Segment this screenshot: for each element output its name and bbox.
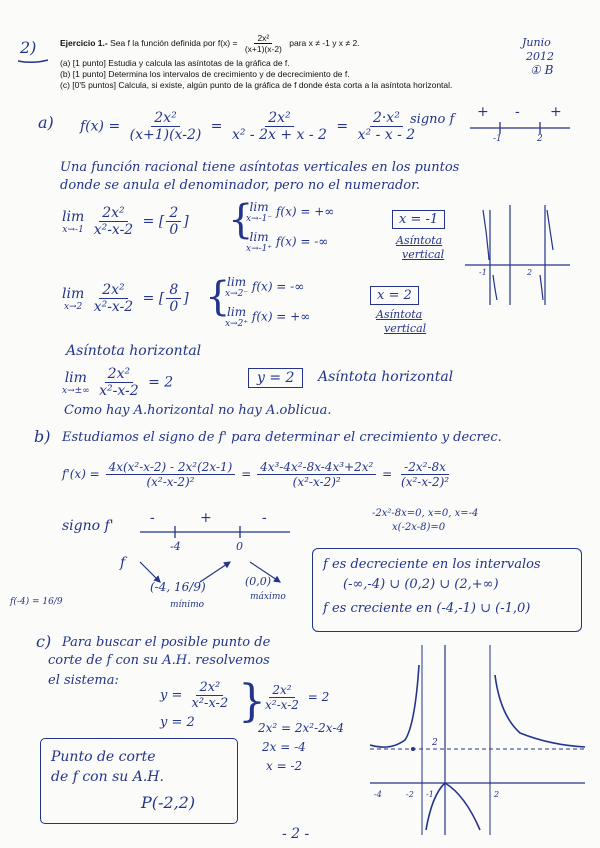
sign-fprime-value-1: - <box>150 510 155 526</box>
date-note-year: 2012 <box>526 50 554 63</box>
sign-f-value-2: - <box>515 104 520 120</box>
sign-f-value-1: + <box>477 104 489 120</box>
f-at-minus-four: f(-4) = 16/9 <box>10 597 63 607</box>
exercise-domain: para x ≠ -1 y x ≠ 2. <box>289 37 360 48</box>
exercise-title: Ejercicio 1.- <box>60 37 108 48</box>
answer-line-2: de f con su A.H. <box>51 769 164 785</box>
graph-tick-4: 2 <box>494 790 500 799</box>
sign-fprime-value-3: - <box>262 510 267 526</box>
answer-point: P(-2,2) <box>141 793 196 812</box>
svg-text:2: 2 <box>527 268 533 277</box>
result-decreasing-1: f es decreciente en los intervalos <box>323 557 541 572</box>
result-increasing: f es creciente en (-4,-1) ∪ (-1,0) <box>323 601 531 616</box>
sign-f-label: signo f <box>410 112 455 127</box>
asymptote-3-note: Asíntota horizontal <box>318 369 454 385</box>
limit-two-right: lim x→2⁺ f(x) = +∞ <box>225 305 311 329</box>
graph-tick-3: -1 <box>426 790 434 799</box>
asymptote-2-note-1: Asíntota <box>376 308 423 321</box>
minimum-point: (-4, 16/9) <box>150 580 206 594</box>
result-decreasing-2: (-∞,-4) ∪ (0,2) ∪ (2,+∞) <box>343 577 499 592</box>
solve-step-2: 2x² = 2x²-2x-4 <box>258 721 345 735</box>
solve-step-1: $\frac{\text{2x²}}{\text{x²-x-2}}$ = 2 <box>265 683 330 712</box>
function-definition-fraction: $\frac{\text{2x²}}{(x+1)(x-2)}$ <box>244 33 282 54</box>
horizontal-asymptote-heading: Asíntota horizontal <box>66 343 202 359</box>
asymptote-1-note-1: Asíntota <box>396 234 443 247</box>
limit-at-two: lim x→2 $\frac{\text{2x²}}{\text{x²-x-2}}$ = [ $\frac{8}{0}$ ] <box>62 282 189 315</box>
limit-minus-one-right: lim x→-1⁺ f(x) = -∞ <box>246 230 329 254</box>
limit-at-infinity: lim x→±∞ $\frac{\text{2x²}}{\text{x²-x-2}}$ = 2 <box>62 366 174 399</box>
section-b-label: b) <box>34 427 51 446</box>
maximum-label: máximo <box>250 592 286 602</box>
exercise-part-b: (b) [1 punto] Determina los intervalos de crecimiento y de decrecimiento de f. <box>60 69 350 79</box>
function-simplification: f(x) = $\frac{\text{2x²}}{(x+1)(x-2)}$ = $\frac{\text{2x²}}{\text{x² - 2x + x - 2}}$ = $\frac{\text{2·x²}}{\text{x² - x - 2}}$ <box>80 110 416 143</box>
vertical-asymptote-explanation-2: donde se anula el denominador, pero no el numerador. <box>60 178 421 193</box>
sign-f-value-3: + <box>550 104 562 120</box>
function-graph <box>370 645 590 835</box>
vertical-asymptote-explanation-1: Una función racional tiene asíntotas verticales en los puntos <box>60 160 460 175</box>
answer-line-1: Punto de corte <box>51 749 156 765</box>
section-c-label: c) <box>36 632 52 651</box>
section-c-intro-3: el sistema: <box>48 673 119 688</box>
monotonicity-result-box <box>312 548 582 632</box>
asymptote-1-note-2: vertical <box>402 248 445 261</box>
sign-fprime-value-2: + <box>200 510 212 526</box>
sign-fprime-axis <box>140 526 290 538</box>
answer-box <box>40 738 238 824</box>
exercise-statement <box>60 33 360 54</box>
asymptote-y-two-box: y = 2 <box>248 368 303 388</box>
limit-at-minus-one: lim x→-1 $\frac{\text{2x²}}{\text{x²-x-2}}$ = [ $\frac{2}{0}$ ] <box>62 205 189 238</box>
sign-fprime-label: signo f' <box>62 518 114 534</box>
limit-two-left: lim x→2⁻ f(x) = -∞ <box>225 275 305 299</box>
solve-step-4: x = -2 <box>266 759 303 773</box>
sign-f-axis <box>470 122 570 134</box>
svg-text:-1: -1 <box>479 268 487 277</box>
graph-tick-1: -4 <box>374 790 382 799</box>
asymptote-2-note-2: vertical <box>384 322 427 335</box>
exercise-part-c: (c) [0'5 puntos] Calcula, si existe, algún punto de la gráfica de f donde ésta corta a la asíntota horizontal. <box>60 80 453 90</box>
sign-f-point-2: 2 <box>537 134 543 144</box>
problem-number: 2) <box>20 38 37 57</box>
section-b-intro: Estudiamos el signo de f' para determinar el crecimiento y decrec. <box>62 430 502 445</box>
sign-fprime-point-2: 0 <box>236 540 243 553</box>
sign-f-point-1: -1 <box>493 134 502 144</box>
solve-step-3: 2x = -4 <box>262 740 306 754</box>
derivative-roots-1: -2x²-8x=0, x=0, x=-4 <box>372 508 479 519</box>
section-c-intro-2: corte de f con su A.H. resolvemos <box>48 653 270 668</box>
system-equation-1: y = $\frac{\text{2x²}}{\text{x²-x-2}}$ <box>160 680 229 711</box>
asymptote-sketch <box>465 205 575 310</box>
problem-number-underline <box>18 58 48 64</box>
section-a-label: a) <box>38 113 54 132</box>
exercise-part-a: (a) [1 punto] Estudia y calcula las asíntotas de la gráfica de f. <box>60 58 290 68</box>
date-note-month: Junio <box>522 36 551 49</box>
limit-minus-one-left: lim x→-1⁻ f(x) = +∞ <box>246 200 335 224</box>
f-behaviour-label: f <box>120 555 126 571</box>
asymptote-x-two-box: x = 2 <box>370 286 419 305</box>
derivative-computation: f'(x) = $\frac{\text{4x(x²-x-2) - 2x²(2x-1)}}{\text{(x²-x-2)²}}$ = $\frac{\text{4x³-4x²-8x-4x³+2x²}}{\text{(x²-x-2)²}}$ = $\frac{\text{-2x²-8x}}{\text{(x²-x-2)²}}$ <box>62 460 450 489</box>
system-equation-2: y = 2 <box>160 715 195 730</box>
date-note-option: ① B <box>530 63 554 77</box>
exercise-intro: Sea f la función definida por f(x) = <box>110 37 238 48</box>
maximum-point: (0,0) <box>245 575 272 588</box>
derivative-roots-2: x(-2x-8)=0 <box>392 522 446 533</box>
graph-tick-2: -2 <box>406 790 414 799</box>
page-number: - 2 - <box>282 826 310 842</box>
sign-fprime-point-1: -4 <box>170 540 181 553</box>
minimum-label: mínimo <box>170 600 205 610</box>
oblique-asymptote-note: Como hay A.horizontal no hay A.oblicua. <box>64 403 332 418</box>
graph-label-y: 2 <box>432 738 438 748</box>
section-c-intro-1: Para buscar el posible punto de <box>62 635 271 650</box>
asymptote-x-minus-one-box: x = -1 <box>392 210 445 229</box>
